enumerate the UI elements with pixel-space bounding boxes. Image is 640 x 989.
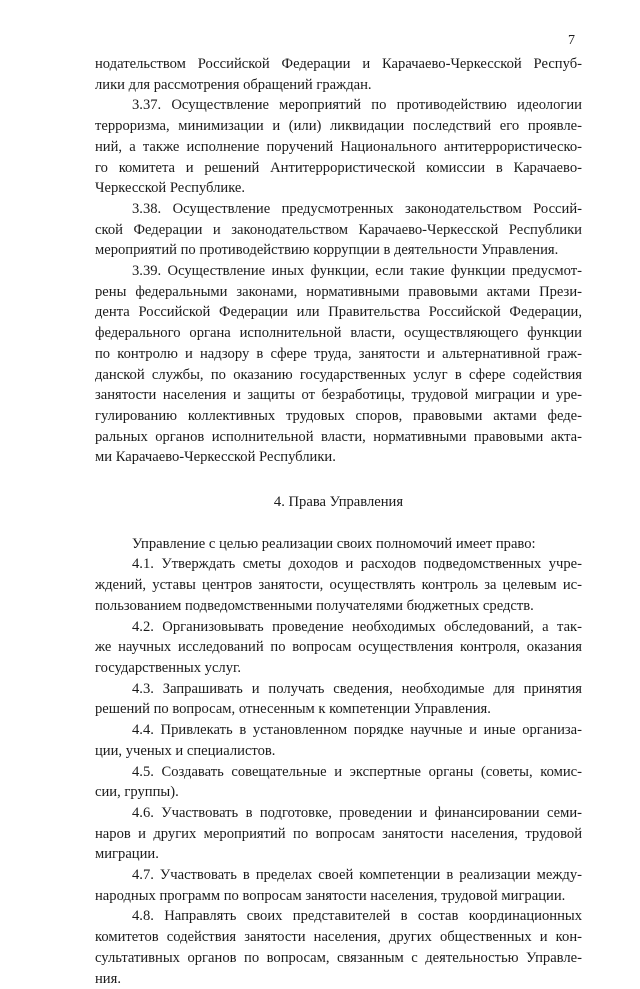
text-line: гулированию коллективных трудовых споров, правовыми актами феде- — [95, 407, 582, 424]
paragraph-3-38: 3.38. Осуществление предусмотренных законодательством Россий- — [132, 200, 582, 217]
text-line: ний, а также исполнение поручений Национального антитеррористическо- — [95, 138, 582, 155]
text-line: пользованием подведомственными получателями бюджетных средств. — [95, 597, 534, 614]
text-line: государственных услуг. — [95, 659, 241, 676]
text-line: комитетов содействия занятости населения, других общественных и кон- — [95, 929, 582, 946]
paragraph-3-39: 3.39. Осуществление иных функции, если такие функции предусмот- — [132, 263, 582, 280]
paragraph-3-37: 3.37. Осуществление мероприятий по противодействию идеологии — [132, 97, 582, 114]
text-line: федерального органа исполнительной власти, осуществляющего функции — [95, 325, 582, 342]
text-line: народных программ по вопросам занятости населения, трудовой миграции. — [95, 887, 566, 904]
text-line: наров и других мероприятий по вопросам занятости населения, трудовой — [95, 825, 582, 842]
text-line: го комитета и решений Антитеррористической комиссии в Карачаево- — [95, 159, 582, 176]
text-line: ми Карачаево-Черкесской Республики. — [95, 449, 336, 466]
text-line: ждений, уставы центров занятости, осуществлять контроль за целевым ис- — [95, 577, 582, 594]
paragraph-4-3: 4.3. Запрашивать и получать сведения, необходимые для принятия — [132, 680, 582, 697]
paragraph-4-6: 4.6. Участвовать в подготовке, проведении и финансировании семи- — [132, 804, 582, 821]
paragraph-4-1: 4.1. Утверждать сметы доходов и расходов подведомственных учре- — [132, 556, 582, 573]
section-intro: Управление с целью реализации своих полномочий имеет право: — [132, 535, 536, 552]
page-number: 7 — [568, 33, 575, 48]
paragraph-4-7: 4.7. Участвовать в пределах своей компетенции в реализации между- — [132, 867, 582, 884]
text-line: занятости населения и защиты от безработицы, трудовой миграции и уре- — [95, 387, 582, 404]
text-line: лики для рассмотрения обращений граждан. — [95, 76, 372, 93]
section-heading: 4. Права Управления — [273, 494, 404, 511]
text-line: рены федеральными законами, нормативными правовыми актами Прези- — [95, 283, 582, 300]
text-line: Черкесской Республике. — [95, 180, 246, 197]
text-line: данской службы, по оказанию государственных услуг в сфере содействия — [95, 366, 582, 383]
paragraph-4-8: 4.8. Направлять своих представителей в состав координационных — [132, 908, 582, 925]
text-line: же научных исследований по вопросам осуществления контроля, оказания — [95, 639, 582, 656]
text-line: решений по вопросам, отнесенным к компетенции Управления. — [95, 701, 491, 718]
text-line: нодательством Российской Федерации и Карачаево-Черкесской Респуб- — [95, 56, 582, 72]
text-line: ции, ученых и специалистов. — [95, 742, 276, 759]
document-body — [95, 54, 582, 989]
text-line: ской Федерации и законодательством Карачаево-Черкесской Республики — [95, 221, 582, 238]
text-line: дента Российской Федерации или Правительства Российской Федерации, — [95, 304, 582, 321]
text-line: ния. — [95, 970, 121, 987]
text-line: ральных органов исполнительной власти, нормативными правовыми акта- — [95, 428, 582, 445]
text-line: сультативных органов по вопросам, связанным с деятельностью Управле- — [95, 949, 582, 966]
text-line: терроризма, минимизации и (или) ликвидации последствий его проявле- — [95, 118, 582, 135]
text-line: мероприятий по противодействию коррупции в деятельности Управления. — [95, 242, 559, 259]
text-line: по контролю и надзору в сфере труда, занятости и альтернативной граж- — [95, 345, 582, 362]
text-line: сии, группы). — [95, 784, 179, 801]
paragraph-4-5: 4.5. Создавать совещательные и экспертные органы (советы, комис- — [132, 763, 582, 780]
paragraph-4-2: 4.2. Организовывать проведение необходимых обследований, а так- — [132, 618, 582, 635]
text-line: миграции. — [95, 846, 159, 863]
paragraph-4-4: 4.4. Привлекать в установленном порядке научные и иные организа- — [132, 722, 582, 739]
